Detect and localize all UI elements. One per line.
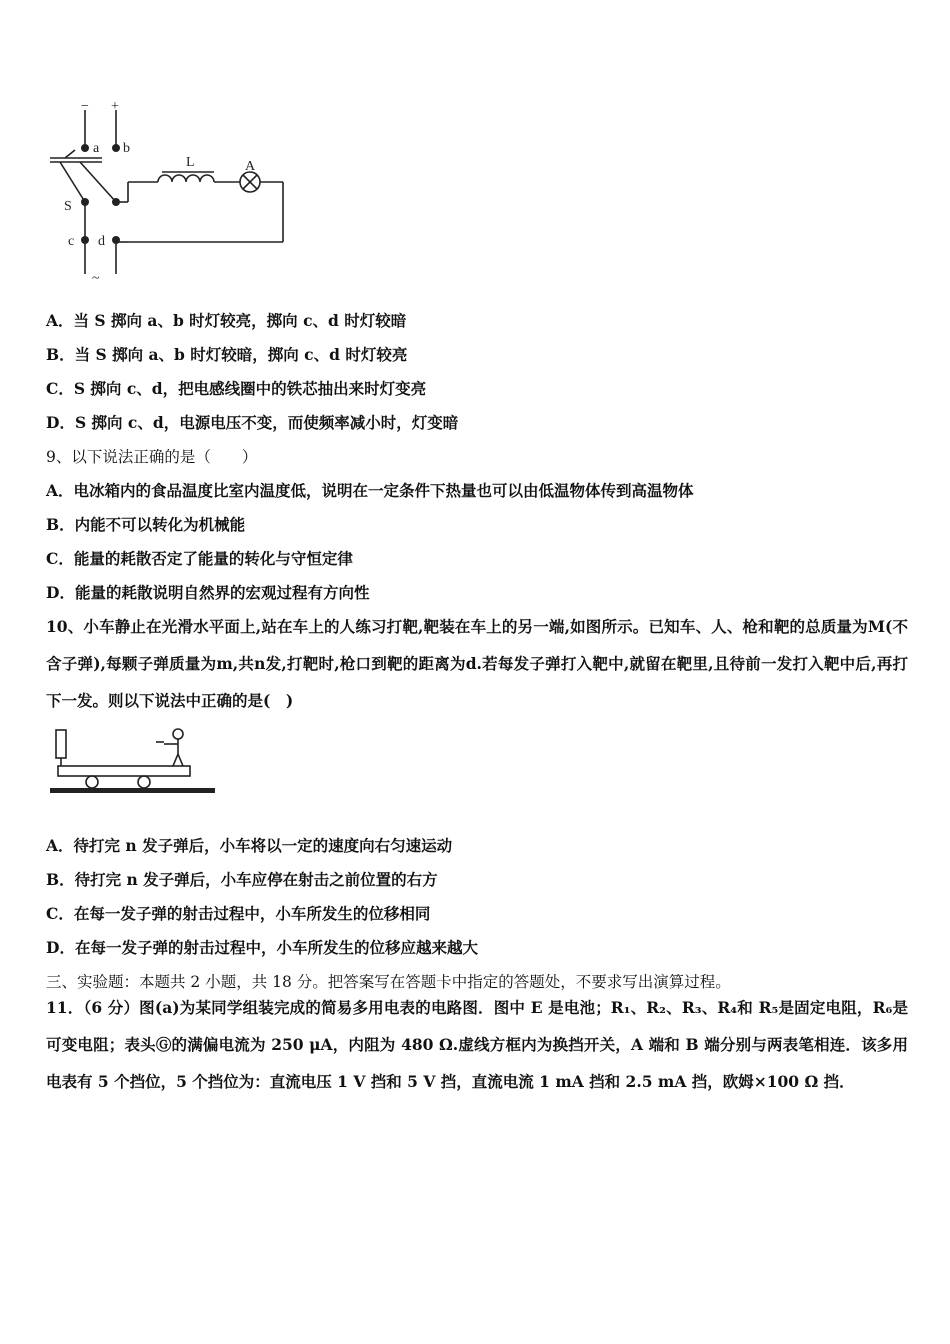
label-L: L bbox=[186, 155, 195, 170]
q9-option-c: C．能量的耗散否定了能量的转化与守恒定律 bbox=[46, 549, 353, 568]
terminal-b bbox=[112, 144, 120, 152]
q8-option-a: A．当 S 掷向 a、b 时灯较亮，掷向 c、d 时灯较暗 bbox=[46, 311, 407, 330]
q10-stem: 10、小车静止在光滑水平面上,站在车上的人练习打靶,靶装在车上的另一端,如图所示。已知车、人、枪和靶的总质量为M(不含子弹),每颗子弹质量为m,共n发,打靶时,枪口到靶的距离为d.若每发子弹打入靶中,就留在靶里,且待前一发打入靶中后,再打下一发。则以下说法中正确的是( ) bbox=[46, 617, 908, 710]
label-d: d bbox=[98, 234, 105, 249]
terminal-c bbox=[81, 236, 89, 244]
q10-option-d: D．在每一发子弹的射击过程中，小车所发生的位移应越来越大 bbox=[46, 938, 478, 957]
label-b: b bbox=[123, 141, 130, 156]
label-plus: + bbox=[111, 99, 119, 114]
q9-option-b: B．内能不可以转化为机械能 bbox=[46, 515, 246, 534]
q9-option-a: A．电冰箱内的食品温度比室内温度低，说明在一定条件下热量也可以由低温物体传到高温物体 bbox=[46, 481, 694, 500]
q9-stem: 9、以下说法正确的是（ ） bbox=[46, 448, 258, 466]
q8-option-d: D．S 掷向 c、d，电源电压不变，而使频率减小时，灯变暗 bbox=[46, 413, 459, 432]
q10-option-b: B．待打完 n 发子弹后，小车应停在射击之前位置的右方 bbox=[46, 870, 438, 889]
section3-heading: 三、实验题：本题共 2 小题，共 18 分。把答案写在答题卡中指定的答题处，不要求写出演算过程。 bbox=[46, 973, 731, 991]
label-a: a bbox=[93, 141, 100, 156]
q8-option-c: C．S 掷向 c、d，把电感线圈中的铁芯抽出来时灯变亮 bbox=[46, 379, 427, 398]
label-S: S bbox=[64, 199, 72, 214]
label-c: c bbox=[68, 234, 75, 249]
label-ac: ~ bbox=[92, 271, 100, 286]
q10-option-c: C．在每一发子弹的射击过程中，小车所发生的位移相同 bbox=[46, 904, 431, 923]
label-minus: − bbox=[81, 99, 89, 114]
circuit-diagram bbox=[40, 96, 300, 286]
q9-option-d: D．能量的耗散说明自然界的宏观过程有方向性 bbox=[46, 583, 370, 602]
terminal-a bbox=[81, 144, 89, 152]
q11-stem: 11．（6 分）图(a)为某同学组装完成的简易多用电表的电路图．图中 E 是电池；R₁、R₂、R₃、R₄和 R₅是固定电阻，R₆是可变电阻；表头Ⓖ的满偏电流为 250 μA，内阻为 480 Ω.虚线方框内为换挡开关，A 端和 B 端分别与两表笔相连．该多用电表有 5 个挡位，5 个挡位为：直流电压 1 V 挡和 5 V 挡，直流电流 1 mA 挡和 2.5 mA 挡，欧姆×100 Ω 挡． bbox=[46, 998, 908, 1091]
terminal-d bbox=[112, 236, 120, 244]
q8-option-b: B．当 S 掷向 a、b 时灯较暗，掷向 c、d 时灯较亮 bbox=[46, 345, 408, 364]
cart-diagram bbox=[46, 722, 221, 802]
label-A: A bbox=[245, 159, 256, 174]
q10-option-a: A．待打完 n 发子弹后，小车将以一定的速度向右匀速运动 bbox=[46, 836, 453, 855]
